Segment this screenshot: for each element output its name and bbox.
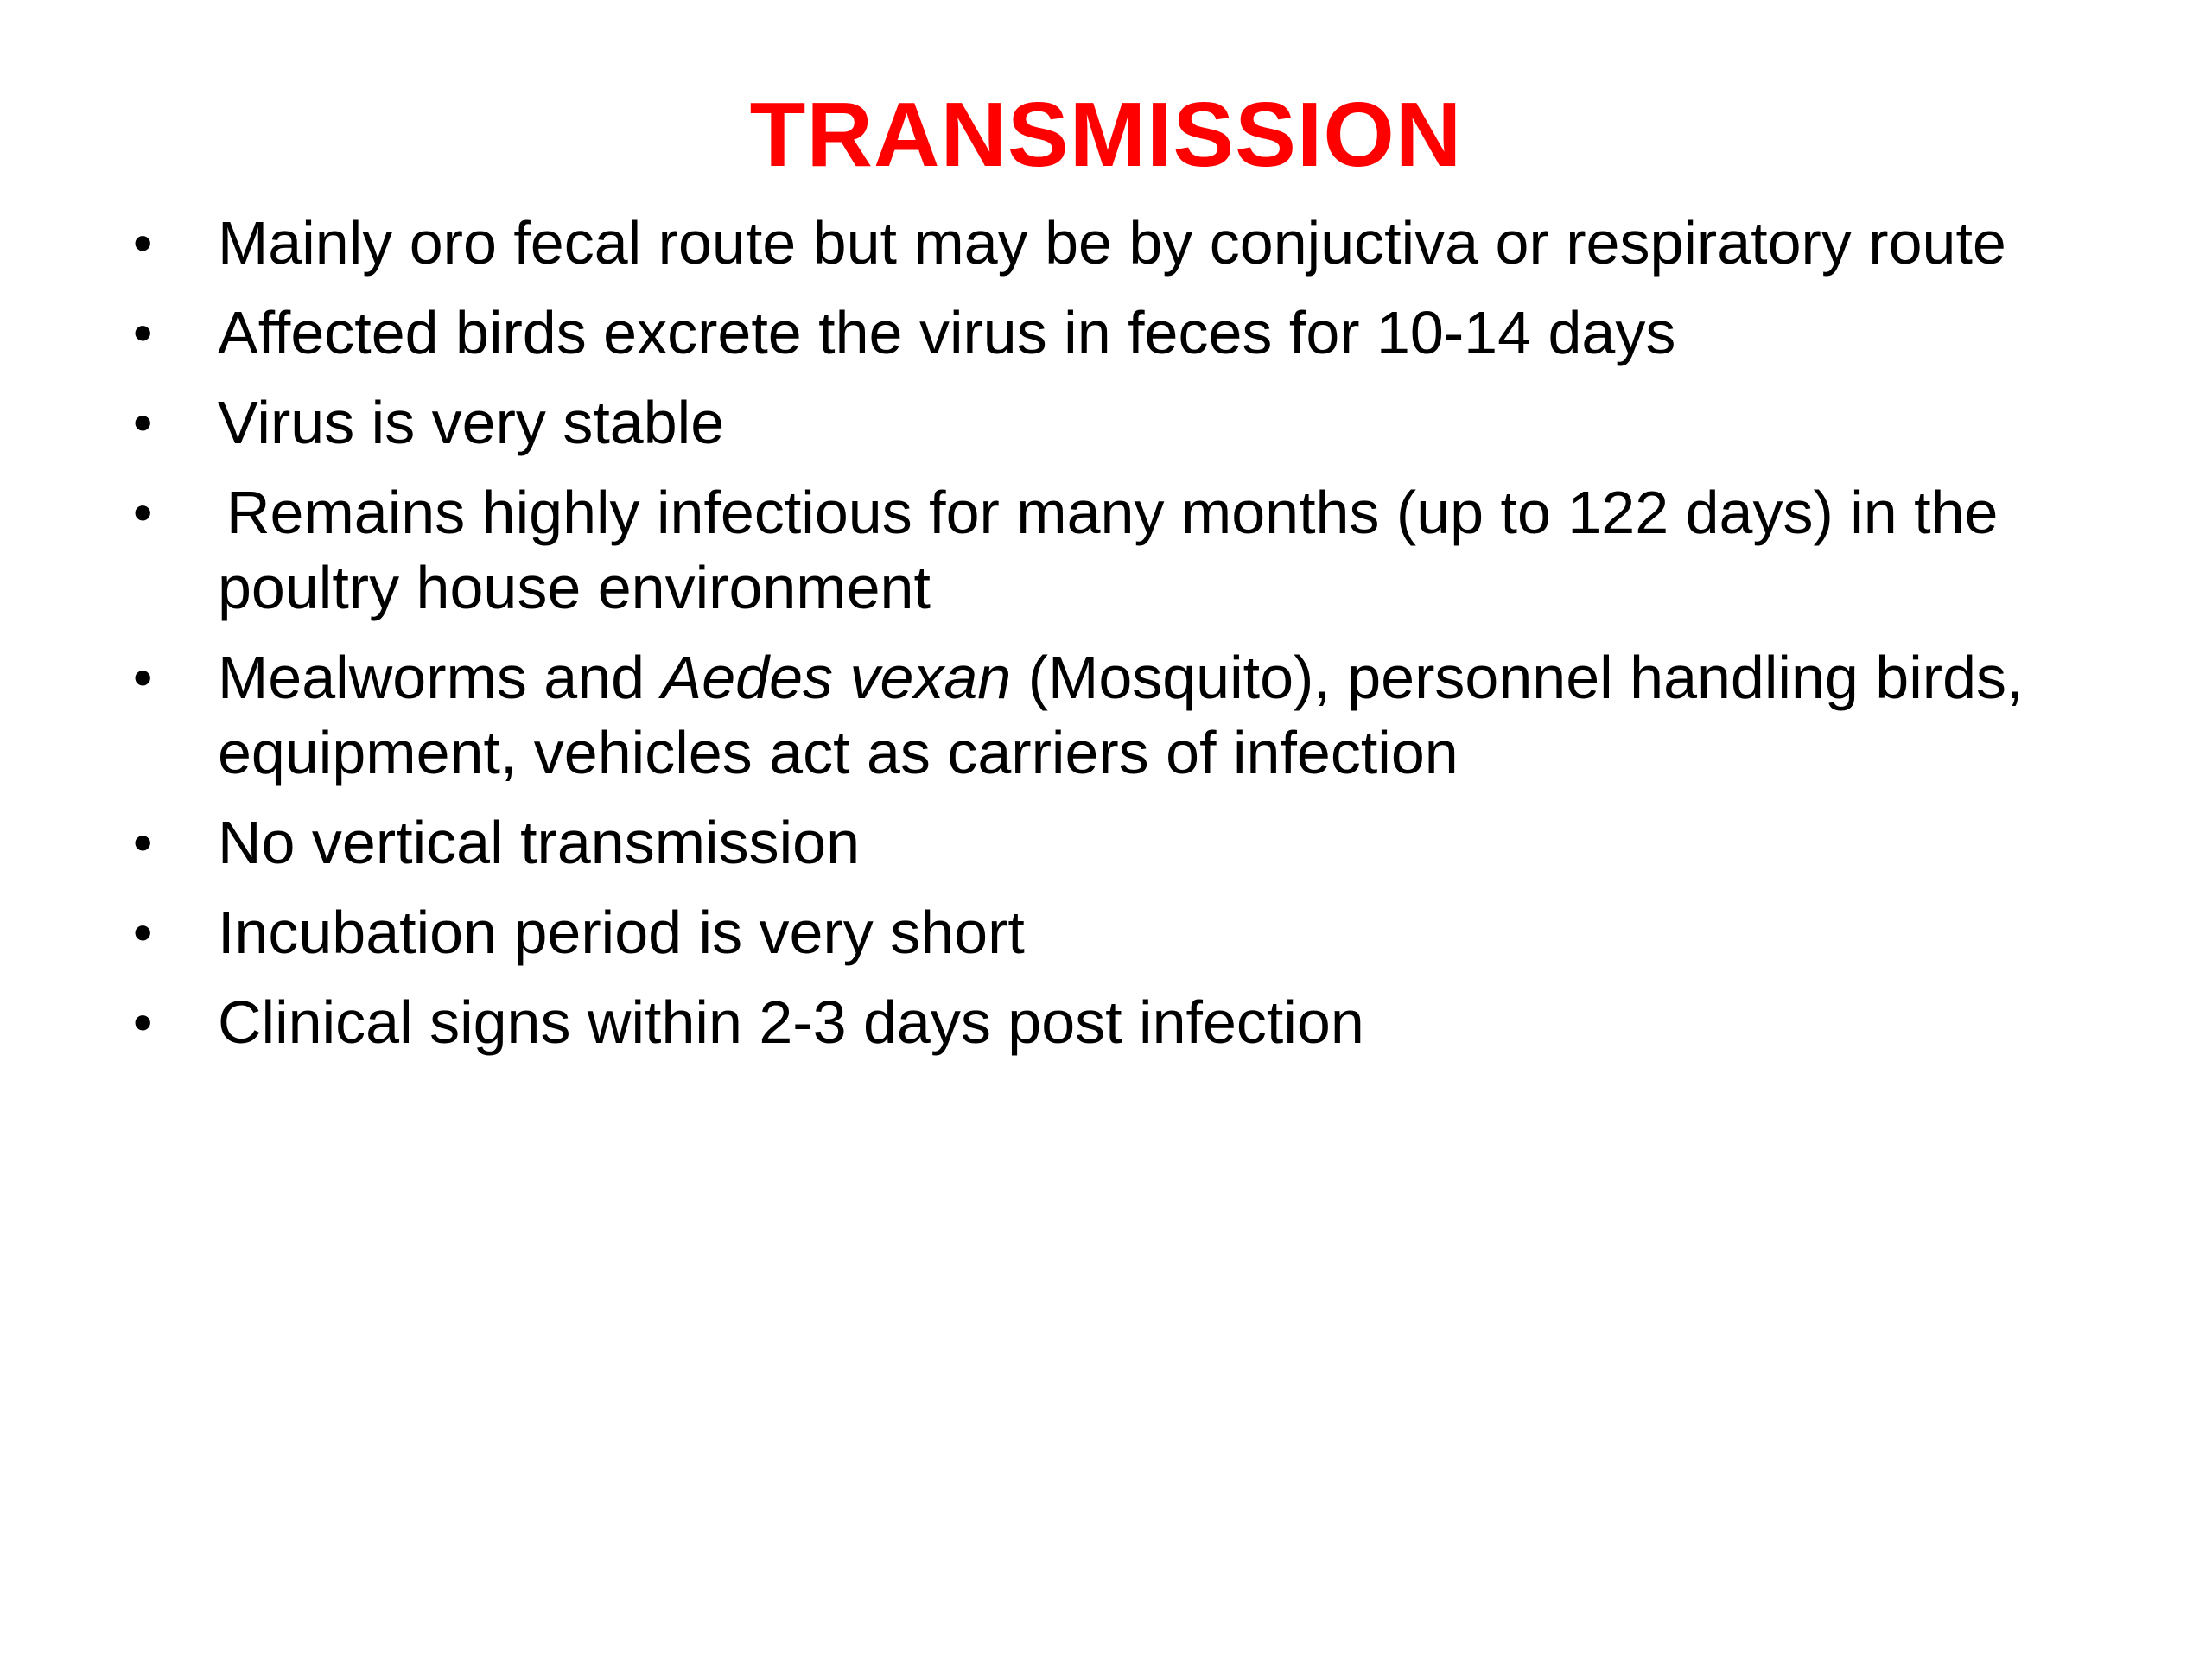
bullet-icon: •	[133, 481, 153, 543]
bullet-text: Mainly oro fecal route but may be by conjuctiva or respiratory route	[218, 209, 2006, 276]
bullet-icon: •	[133, 811, 153, 874]
bullet-icon: •	[133, 212, 153, 274]
bullet-icon: •	[133, 391, 153, 454]
list-item	[130, 895, 2117, 970]
bullet-text-italic: Aedes vexan	[661, 644, 1012, 711]
bullet-text: Remains highly infectious for many months (up to 122 days) in the poultry house environment	[218, 479, 1999, 621]
list-item	[130, 296, 2117, 371]
bullet-list	[130, 206, 2117, 1075]
bullet-text: No vertical transmission	[218, 809, 860, 876]
bullet-text: Incubation period is very short	[218, 899, 1025, 966]
bullet-text-after: (Mosquito), personnel handling birds, equipment, vehicles act as carriers of infection	[218, 644, 2024, 786]
list-item	[130, 206, 2117, 281]
bullet-text: Virus is very stable	[218, 389, 725, 456]
list-item	[130, 805, 2117, 880]
list-item	[130, 385, 2117, 461]
bullet-icon: •	[133, 646, 153, 709]
bullet-text-before: Mealworms and	[218, 644, 662, 711]
bullet-text: Clinical signs within 2-3 days post infection	[218, 988, 1364, 1056]
list-item	[130, 475, 2117, 626]
bullet-icon: •	[133, 991, 153, 1053]
bullet-icon: •	[133, 302, 153, 364]
slide-title: TRANSMISSION	[749, 84, 1463, 186]
list-item	[130, 985, 2117, 1060]
bullet-icon: •	[133, 901, 153, 963]
bullet-text: Affected birds excrete the virus in feces for 10-14 days	[218, 299, 1676, 366]
list-item	[130, 640, 2117, 791]
